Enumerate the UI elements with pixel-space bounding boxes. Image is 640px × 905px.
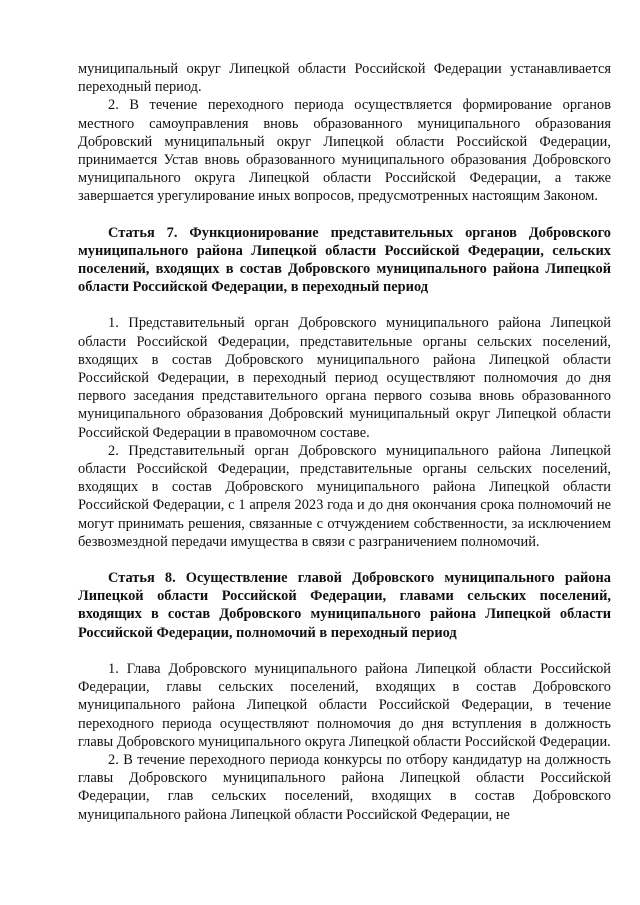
spacer xyxy=(78,206,611,224)
article-8-heading: Статья 8. Осуществление главой Добровского муниципального района Липецкой области Российской Федерации, главами сельских поселений, входящих в состав Добровского муниципального района Липецкой области Российской Федерации, полномочий в переходный период xyxy=(78,570,611,641)
spacer xyxy=(78,642,611,660)
article-7-paragraph-1: 1. Представительный орган Добровского муниципального района Липецкой области Российской Федерации, представительные органы сельских поселений, входящих в состав Добровского муниципального района Липецкой области Российской Федерации, в переходный период осуществляют полномочия до дня первого заседания представительного органа первого созыва вновь образованного муниципального образования Добровский муниципальный округ Липецкой области Российской Федерации в правомочном составе. xyxy=(78,315,611,441)
paragraph-transition-item-2: 2. В течение переходного периода осуществляется формирование органов местного самоуправления вновь образованного муниципального образования Добровский муниципальный округ Липецкой области Российской Федерации, принимается Устав вновь образованного муниципального образования Добровского муниципального округа Липецкой области Российской Федерации, а также завершается урегулирование иных вопросов, предусмотренных настоящим Законом. xyxy=(78,97,611,205)
article-8-paragraph-1: 1. Глава Добровского муниципального района Липецкой области Российской Федерации, главы сельских поселений, входящих в состав Добровского муниципального района Липецкой области Российской Федерации, в течение переходного периода осуществляют полномочия до дня вступления в должность главы Добровского муниципального округа Липецкой области Российской Федерации. xyxy=(78,660,611,750)
document-page xyxy=(78,60,611,824)
article-8-paragraph-2: 2. В течение переходного периода конкурсы по отбору кандидатур на должность главы Добровского муниципального района Липецкой области Российской Федерации, глав сельских поселений, входящих в состав Добровского муниципального района Липецкой области Российской Федерации, не xyxy=(78,751,611,823)
article-7-paragraph-2: 2. Представительный орган Добровского муниципального района Липецкой области Российской Федерации, представительные органы сельских поселений, входящих в состав Добровского муниципального района Липецкой области Российской Федерации, с 1 апреля 2023 года и до дня окончания срока полномочий не могут принимать решения, связанные с отчуждением собственности, за исключением безвозмездной передачи имущества в связи с разграничением полномочий. xyxy=(78,442,611,550)
article-7-heading: Статья 7. Функционирование представительных органов Добровского муниципального района Липецкой области Российской Федерации, сельских поселений, входящих в состав Добровского муниципального района Липецкой области Российской Федерации, в переходный период xyxy=(78,224,611,296)
spacer xyxy=(78,551,611,569)
spacer xyxy=(78,296,611,314)
paragraph-continuation: муниципальный округ Липецкой области Российской Федерации устанавливается переходный период. xyxy=(78,61,611,96)
